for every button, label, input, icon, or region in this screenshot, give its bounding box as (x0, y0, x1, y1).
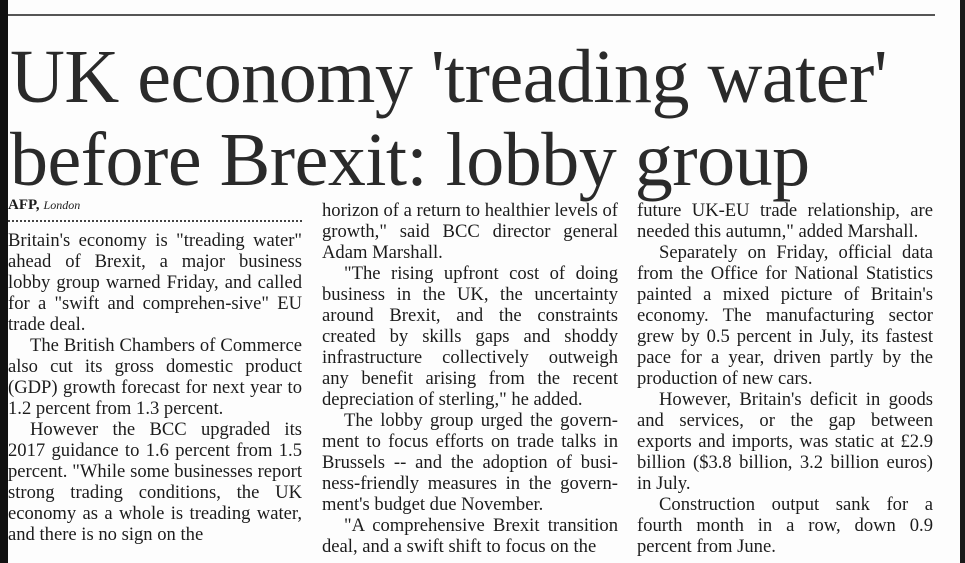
paragraph: future UK-EU trade relationship, are needed this autumn," added Marshall. (637, 200, 933, 242)
page-edge-left (0, 0, 8, 563)
paragraph: "The rising upfront cost of doing business in the UK, the uncertainty around Brexit, and the constraints created by skills gaps and shoddy infrastructure collectively outweigh any benefit arising from the recent depreciation of sterling," he added. (322, 263, 618, 410)
top-rule (8, 14, 935, 16)
paragraph: However, Britain's deficit in goods and services, or the gap between exports and imports, was static at £2.9 billion ($3.8 billion, 3.2 billion euros) in July. (637, 389, 933, 494)
paragraph: horizon of a return to healthier levels of growth," said BCC director general Adam Marshall. (322, 200, 618, 263)
byline (8, 196, 302, 214)
paragraph: Britain's economy is "treading water" ahead of Brexit, a major business lobby group warned Friday, and called for a "swift and comprehen-sive" EU trade deal. (8, 230, 302, 335)
headline (10, 36, 930, 202)
headline-line-2: before Brexit: lobby group (10, 118, 810, 202)
page-edge-right (960, 0, 965, 563)
paragraph: Separately on Friday, official data from the Office for National Statistics painted a mixed picture of Britain's economy. The manufacturing sector grew by 0.5 percent in July, its fastest pace for a year, driven partly by the production of new cars. (637, 242, 933, 389)
headline-line-1: UK economy 'treading water' (10, 35, 888, 119)
column-2 (322, 200, 618, 557)
byline-location: London (43, 198, 81, 212)
column-3 (637, 200, 933, 557)
paragraph: The British Chambers of Commerce also cut its gross domestic product (GDP) growth forecast for next year to 1.2 percent from 1.3 percent. (8, 335, 302, 419)
column-1 (8, 196, 302, 545)
paragraph: However the BCC upgraded its 2017 guidance to 1.6 percent from 1.5 percent. "While some businesses report strong trading conditions, the UK economy as a whole is treading water, and there is no sign on the (8, 419, 302, 545)
paragraph: The lobby group urged the govern-ment to focus efforts on trade talks in Brussels -- and the adoption of busi-ness-friendly measures in the govern-ment's budget due November. (322, 410, 618, 515)
dotted-rule (8, 220, 302, 222)
byline-agency: AFP, (8, 197, 40, 213)
paragraph: Construction output sank for a fourth month in a row, down 0.9 percent from June. (637, 494, 933, 557)
paragraph: "A comprehensive Brexit transition deal, and a swift shift to focus on the (322, 515, 618, 557)
